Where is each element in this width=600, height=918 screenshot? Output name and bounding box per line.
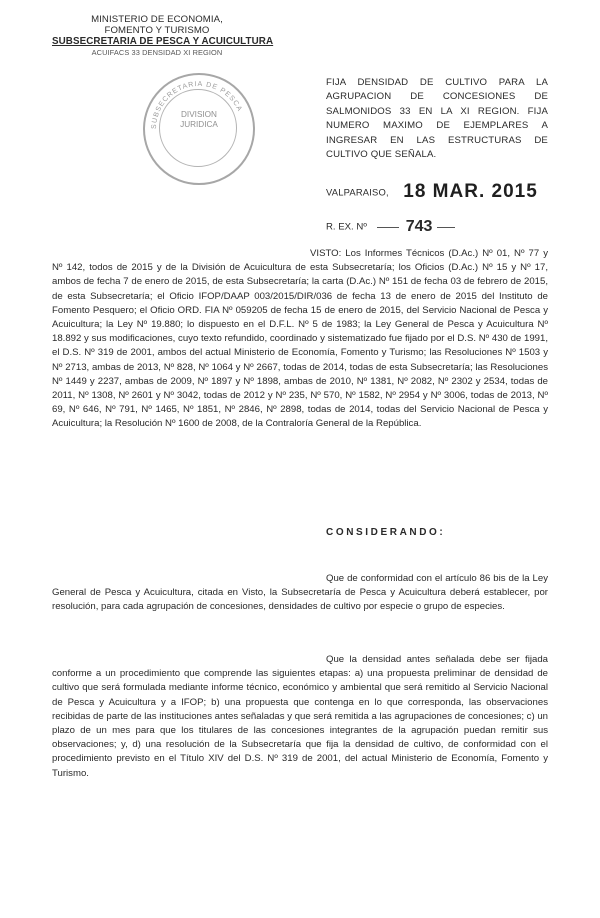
rex-label: R. EX. Nº xyxy=(326,221,367,233)
place-date xyxy=(326,181,566,203)
place: VALPARAISO, xyxy=(326,186,389,198)
considerando-heading: CONSIDERANDO: xyxy=(326,527,446,538)
resolution-summary: FIJA DENSIDAD DE CULTIVO PARA LA AGRUPACION DE CONCESIONES DE SALMONIDOS 33 EN LA XI REGION. FIJA NUMERO MAXIMO DE EJEMPLARES A INGRESAR EN LAS ESTRUCTURAS DE CULTIVO QUE SEÑALA. xyxy=(326,77,548,161)
ministry-line-2: FOMENTO Y TURISMO xyxy=(104,25,210,36)
stamp-center-text xyxy=(145,110,253,130)
rex-underline-left xyxy=(377,227,399,228)
stamp-line-2: JURIDICA xyxy=(180,120,218,129)
rex-underline-right xyxy=(437,227,455,228)
file-reference: ACUIFACS 33 DENSIDAD XI REGION xyxy=(91,48,223,57)
rex-number: 743 xyxy=(405,218,433,235)
letterhead xyxy=(52,14,274,58)
considerando-paragraph-1: Que de conformidad con el artículo 86 bis de la Ley General de Pesca y Acuicultura, citada en Visto, la Subsecretaría de Pesca y Acuicultura deberá establecer, por resolución, para cada agrupación de concesiones, densidades de cultivo por especie o grupo de especies. xyxy=(52,573,548,613)
ministry-line-1: MINISTERIO DE ECONOMIA, xyxy=(91,14,223,25)
division-juridica-stamp xyxy=(143,73,255,185)
resolution-number xyxy=(326,218,455,236)
stamp-line-1: DIVISION xyxy=(181,110,217,119)
svg-text:SUBSECRETARIA DE PESCA: SUBSECRETARIA DE PESCA xyxy=(150,80,244,130)
date-stamp: 18 MAR. 2015 xyxy=(403,181,538,202)
considerando-paragraph-2: Que la densidad antes señalada debe ser fijada conforme a un procedimiento que comprende las siguientes etapas: a) una propuesta preliminar de densidad de cultivo que será formulada mediante informe técnico, económico y ambiental que será remitido al Servicio Nacional de Pesca y Acuicultura y a IFOP; b) una propuesta que contenga en lo que corresponda, las observaciones recibidas de parte de las instituciones antes señaladas y que será remitida a las agrupaciones de concesiones; c) un plazo de un mes para que los titulares de las concesiones integrantes de la agrupación puedan remitir sus observaciones; y, d) una resolución de la Subsecretaría que fija la densidad de cultivo, de conformidad con el procedimiento previsto en el Título XIV del D.S. Nº 319 de 2001, del actual Ministerio de Economía, Fomento y Turismo. xyxy=(52,654,548,779)
visto-paragraph: VISTO: Los Informes Técnicos (D.Ac.) Nº 01, Nº 77 y Nº 142, todos de 2015 y de la División de Acuicultura de esta Subsecretaría; los Oficios (D.Ac.) Nº 15 y Nº 17, ambos de fecha 7 de enero de 2015, de esta Subsecretaría; la carta (D.Ac.) Nº 151 de fecha 03 de febrero de 2015, de esta Subsecretaría; el Oficio IFOP/DAAP 003/2015/DIR/036 de fecha 13 de enero de 2015 del Instituto de Fomento Pesquero; el Oficio ORD. FIA Nº 059205 de fecha 15 de enero de 2015, del Servicio Nacional de Pesca y Acuicultura; la Ley Nº 19.880; lo dispuesto en el D.F.L. Nº 5 de 1983; la Ley General de Pesca y Acuicultura Nº 18.892 y sus modificaciones, cuyo texto refundido, coordinado y sistematizado fue fijado por el D.S. Nº 430 de 1991, el D.S. Nº 319 de 2001, ambos del actual Ministerio de Economía, Fomento y Turismo; las Resoluciones Nº 1503 y Nº 2713, ambas de 2013, Nº 828, Nº 1064 y Nº 2667, todas de 2014, todas de esta Subsecretaría; las Resoluciones Nº 1449 y 2237, ambas de 2009, Nº 1897 y Nº 1898, ambas de 2010, Nº 1381, Nº 2082, Nº 2302 y 2534, todas de 2011, Nº 1308, Nº 2601 y Nº 3042, todas de 2012 y Nº 235, Nº 570, Nº 1582, Nº 2954 y Nº 3006, todas de 2013, Nº 69, Nº 646, Nº 791, Nº 1465, Nº 1851, Nº 2846, Nº 2898, todas de 2014, todas del Servicio Nacional de Pesca y Acuicultura; la Resolución Nº 1600 de 2008, de la Contraloría General de la República. xyxy=(52,248,548,430)
subsecretaria-name: SUBSECRETARIA DE PESCA Y ACUICULTURA xyxy=(52,36,274,47)
